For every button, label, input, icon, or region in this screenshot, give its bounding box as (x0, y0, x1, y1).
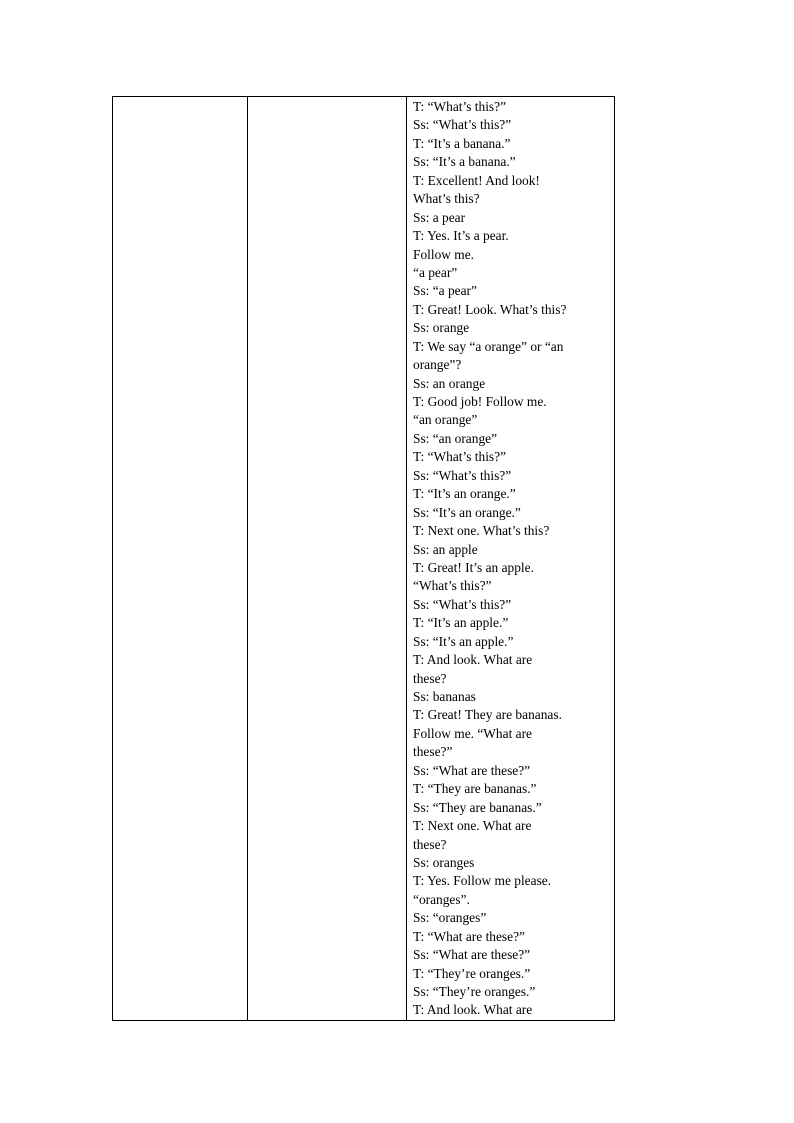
dialogue-line: T: “What’s this?” (413, 99, 507, 114)
dialogue-line: T: Next one. What’s this? (413, 523, 550, 539)
table-cell-column-1 (113, 97, 248, 1021)
dialogue-line: T: “It’s an orange.” (413, 486, 516, 502)
dialogue-line: “a pear” (413, 264, 458, 280)
dialogue-line: What’s this? (413, 191, 480, 207)
dialogue-line: Ss: “What are these?” (413, 947, 531, 963)
dialogue-line: Ss: “What’s this?” (413, 467, 512, 483)
dialogue-line: Ss: “It’s a banana.” (413, 154, 516, 170)
dialogue-line: orange”? (413, 357, 462, 373)
dialogue-line: T: “It’s an apple.” (413, 615, 509, 631)
dialogue-line: Ss: “It’s an orange.” (413, 504, 521, 520)
dialogue-line: “What’s this?” (413, 578, 492, 594)
dialogue-line: T: Great! Look. What’s this? (413, 301, 567, 317)
dialogue-line: T: And look. What are (413, 652, 533, 668)
dialogue-line: “an orange” (413, 412, 478, 428)
dialogue-line: T: Good job! Follow me. (413, 394, 547, 409)
table-row (113, 97, 615, 1021)
dialogue-line: Ss: a pear (413, 209, 466, 225)
dialogue-line: Ss: “They are bananas.” (413, 799, 542, 815)
dialogue-line: T: “They are bananas.” (413, 781, 537, 797)
dialogue-line: T: Yes. Follow me please. (413, 873, 552, 889)
dialogue-line: T: Next one. What are (413, 818, 532, 834)
dialogue-line: T: We say “a orange” or “an (413, 338, 564, 354)
dialogue-line: Ss: “a pear” (413, 283, 477, 299)
dialogue-line: T: “It’s a banana.” (413, 135, 511, 151)
table-cell-column-2 (248, 97, 407, 1021)
dialogue-line: T: Great! They are bananas. (413, 707, 562, 723)
dialogue-line: Ss: bananas (413, 689, 476, 704)
dialogue-line: T: Excellent! And look! (413, 172, 540, 188)
dialogue-line: T: And look. What are (413, 1002, 533, 1018)
dialogue-line: these?” (413, 744, 453, 760)
dialogue-line: Ss: “What’s this?” (413, 117, 512, 133)
dialogue-line: Ss: “It’s an apple.” (413, 633, 514, 649)
dialogue-line: Ss: an apple (413, 541, 478, 557)
dialogue-line: Ss: orange (413, 320, 470, 336)
dialogue-line: “oranges”. (413, 891, 470, 907)
dialogue-line: Ss: an orange (413, 375, 486, 391)
dialogue-line: Ss: “an orange” (413, 430, 498, 446)
dialogue-line: Ss: oranges (413, 854, 475, 870)
dialogue-line: these? (413, 670, 447, 686)
dialogue-line: Ss: “They’re oranges.” (413, 984, 536, 999)
dialogue-line: Ss: “What’s this?” (413, 596, 512, 612)
dialogue-line: Ss: “oranges” (413, 910, 487, 926)
dialogue-line: T: “What are these?” (413, 928, 525, 944)
dialogue-line: T: “What’s this?” (413, 449, 507, 465)
dialogue-line: Follow me. “What are (413, 725, 532, 741)
dialogue-line: T: Yes. It’s a pear. (413, 228, 509, 244)
dialogue-line: T: Great! It’s an apple. (413, 559, 534, 575)
dialogue-line: these? (413, 836, 447, 852)
dialogue-line: T: “They’re oranges.” (413, 965, 531, 981)
dialogue-line: Ss: “What are these?” (413, 762, 531, 778)
dialogue-line: Follow me. (413, 246, 475, 262)
lesson-plan-table (112, 96, 615, 1021)
dialogue-cell (407, 97, 615, 1021)
